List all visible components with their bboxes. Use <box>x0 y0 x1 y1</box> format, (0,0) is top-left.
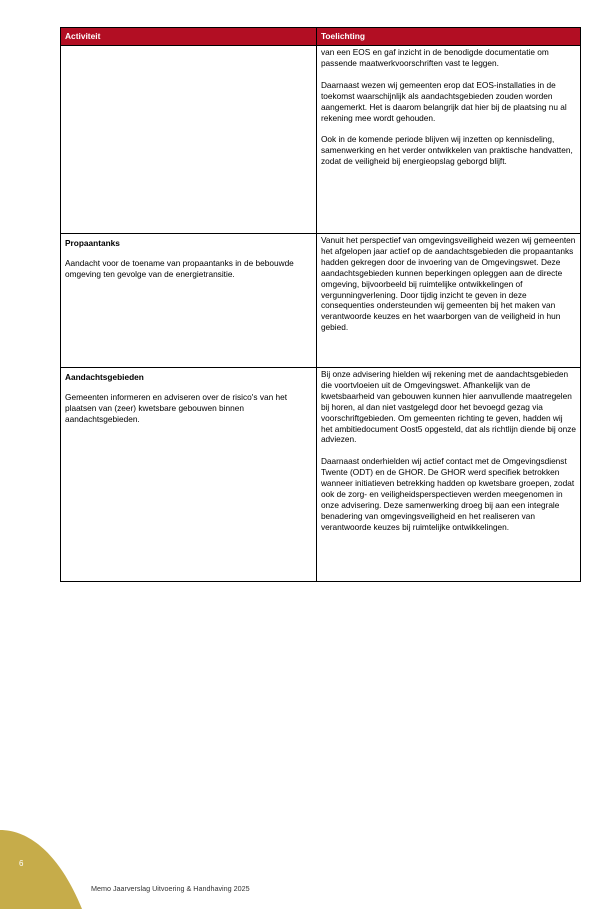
table-row <box>61 46 581 234</box>
explanation-paragraph: Bij onze advisering hielden wij rekening met de aandachtsgebieden die voortvloeien uit de Omgevingswet. Afhankelijk van de kwetsbaarheid van gebouwen kunnen hier aanvullende maatregelen bij horen, al dan niet vastgelegd door het bevoegd gezag via voorschriftgebieden. Om gemeenten richting te geven, hadden wij het ambitiedocument Oost5 opgesteld, dat als richtlijn diende bij onze adviezen. <box>320 369 576 445</box>
activity-description: Gemeenten informeren en adviseren over de risico's van het plaatsen van (zeer) kwetsbare gebouwen binnen aandachtsgebieden. <box>65 391 288 424</box>
table-header-row <box>61 28 581 46</box>
table-row <box>61 368 581 582</box>
activity-cell <box>61 234 317 368</box>
activity-cell <box>61 368 317 582</box>
footer-document-title: Memo Jaarverslag Uitvoering & Handhaving 2025 <box>91 884 250 893</box>
page-number: 6 <box>19 859 24 868</box>
column-header-toelichting: Toelichting <box>316 28 580 46</box>
activity-title: Propaantanks <box>65 238 120 248</box>
activity-description: Aandacht voor de toename van propaantanks in de bebouwde omgeving ten gevolge van de energietransitie. <box>65 257 294 279</box>
explanation-paragraph: Vanuit het perspectief van omgevingsveiligheid wezen wij gemeenten het afgelopen jaar actief op de aandachtsgebieden die propaantanks hadden gekregen door de invoering van de Omgevingswet. Deze aandachtsgebieden kunnen beperkingen opleggen aan de directe omgeving, bijvoorbeeld bij ruimtelijke ontwikkelingen of vergunningverlening. Door tijdig inzicht te geven in deze consequenties ondersteunden wij gemeenten bij het maken van verantwoorde keuzes en het waarborgen van de veiligheid in hun gebied. <box>320 235 576 333</box>
activity-cell <box>61 46 317 234</box>
column-header-activiteit: Activiteit <box>61 28 317 46</box>
explanation-paragraph: Daarnaast wezen wij gemeenten erop dat EOS-installaties in de toekomst waarschijnlijk als aandachtsgebieden zouden worden aangemerkt. Het is daarom belangrijk dat hier bij de plaatsing nu al rekening mee wordt gehouden. <box>320 79 567 123</box>
activity-table <box>60 27 581 582</box>
explanation-cell <box>316 234 580 368</box>
explanation-paragraph: Ook in de komende periode blijven wij inzetten op kennisdeling, samenwerking en het verder ontwikkelen van praktische handvatten, zodat de veiligheid bij energieopslag geborgd blijft. <box>320 134 573 167</box>
footer-accent-shape <box>0 830 82 909</box>
explanation-paragraph: van een EOS en gaf inzicht in de benodigde documentatie om passende maatwerkvoorschriften vast te leggen. <box>320 47 549 68</box>
explanation-cell <box>316 368 580 582</box>
table-row <box>61 234 581 368</box>
explanation-cell <box>316 46 580 234</box>
explanation-paragraph: Daarnaast onderhielden wij actief contact met de Omgevingsdienst Twente (ODT) en de GHOR. De GHOR werd specifiek betrokken wanneer initiatieven betrekking hadden op kwetsbare groepen, zodat ook de zorg- en veiligheidsperspectieven werden meegenomen in onze advisering. Deze samenwerking droeg bij aan een integrale benadering van omgevingsveiligheid en het realiseren van verantwoorde keuzes bij ruimtelijke ontwikkelingen. <box>320 456 575 532</box>
activity-title: Aandachtsgebieden <box>65 372 144 382</box>
